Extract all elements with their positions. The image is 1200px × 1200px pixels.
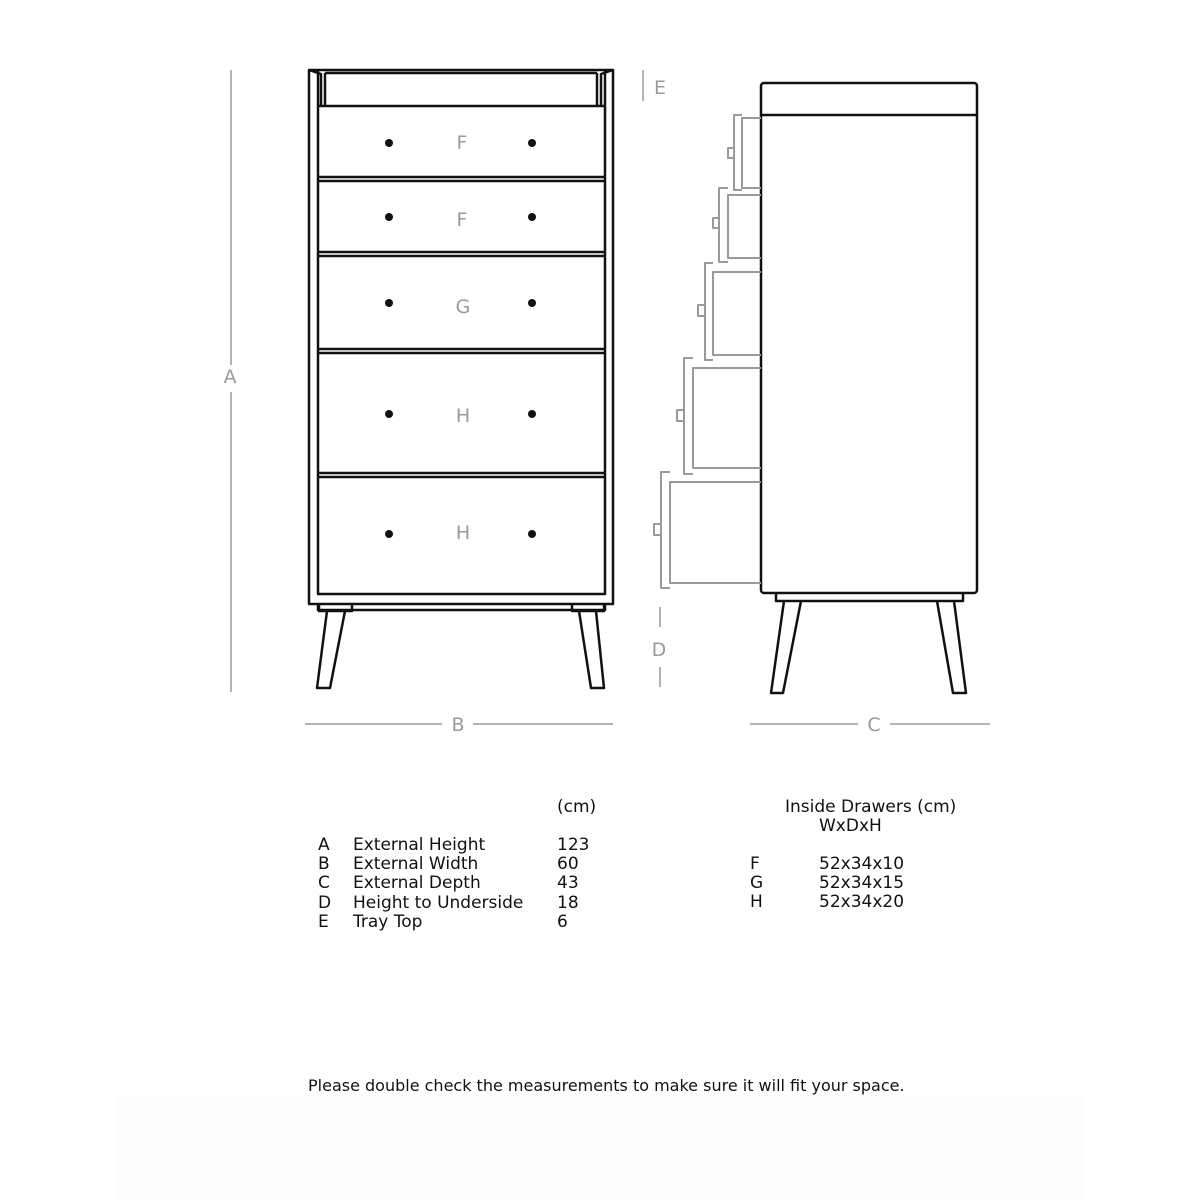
- drawer-front-4: [684, 358, 693, 474]
- drawer-box-5: [670, 482, 761, 583]
- front-view: [309, 70, 613, 688]
- knob: [385, 410, 393, 418]
- row-value: 60: [557, 854, 579, 875]
- dimension-lines: [231, 70, 990, 724]
- drawer-front-2: [719, 188, 728, 262]
- side-leg-right: [937, 601, 966, 693]
- drawers-title: Inside Drawers (cm): [785, 797, 957, 817]
- fit-note: Please double check the measurements to make sure it will fit your space.: [308, 1076, 905, 1095]
- drawer-key: H: [750, 892, 763, 913]
- drawer-key: F: [750, 854, 760, 874]
- drawer-value: 52x34x15: [819, 873, 905, 894]
- knob: [385, 213, 393, 221]
- row-key: C: [318, 873, 330, 894]
- drawer-handle-3: [698, 305, 705, 316]
- drawer-label: F: [456, 209, 468, 231]
- row-label: External Width: [353, 854, 479, 875]
- dim-label-e: E: [653, 77, 667, 99]
- knob: [528, 213, 536, 221]
- drawer-handle-4: [677, 410, 684, 421]
- drawer-label: H: [455, 522, 471, 544]
- row-label: External Depth: [353, 873, 481, 894]
- drawer-keys: [750, 855, 763, 913]
- extended-drawers: [654, 115, 761, 588]
- drawer-label: H: [455, 405, 471, 427]
- dimension-labels: [353, 836, 523, 932]
- drawers-subtitle: WxDxH: [819, 816, 882, 836]
- drawer-label: F: [456, 132, 468, 154]
- drawer-front-5: [661, 472, 670, 588]
- row-value: 123: [557, 835, 590, 855]
- dim-label-b: B: [451, 714, 465, 736]
- knob: [385, 139, 393, 147]
- knob: [528, 410, 536, 418]
- front-leg-right: [579, 611, 604, 688]
- side-view: [761, 83, 977, 693]
- drawer-box-4: [693, 368, 761, 468]
- drawer-front-3: [705, 263, 713, 360]
- knob: [528, 299, 536, 307]
- row-key: B: [318, 854, 330, 875]
- front-tray-bevels: [309, 70, 613, 106]
- side-body: [761, 83, 977, 593]
- drawer-box-1: [742, 118, 761, 188]
- drawer-box-3: [713, 272, 761, 355]
- unit-header: (cm): [557, 797, 597, 817]
- knob: [385, 299, 393, 307]
- row-key: A: [318, 835, 330, 855]
- drawer-box-2: [728, 195, 761, 258]
- drawer-key: G: [750, 873, 764, 894]
- knob: [528, 530, 536, 538]
- row-label: Height to Underside: [353, 892, 524, 913]
- row-value: 18: [557, 892, 579, 913]
- row-value: 6: [557, 911, 568, 932]
- row-value: 43: [557, 873, 579, 894]
- dimension-values: [557, 836, 589, 932]
- drawer-value: 52x34x20: [819, 892, 905, 913]
- knob: [528, 139, 536, 147]
- drawer-value: 52x34x10: [819, 854, 905, 874]
- dim-label-c: C: [867, 714, 881, 736]
- drawer-values: [819, 855, 904, 913]
- drawer-label: G: [455, 296, 471, 318]
- front-tray-sides: [318, 70, 605, 106]
- drawer-front-1: [734, 115, 742, 190]
- drawer-handle-5: [654, 524, 661, 535]
- front-leg-left: [317, 611, 345, 688]
- dimension-keys: [318, 836, 331, 932]
- row-label: Tray Top: [353, 911, 423, 932]
- dim-label-d: D: [651, 639, 667, 661]
- row-key: E: [318, 911, 329, 932]
- side-leg-left: [771, 601, 801, 693]
- knob: [385, 530, 393, 538]
- row-key: D: [318, 892, 332, 913]
- row-label: External Height: [353, 835, 486, 855]
- dim-label-a: A: [223, 366, 237, 388]
